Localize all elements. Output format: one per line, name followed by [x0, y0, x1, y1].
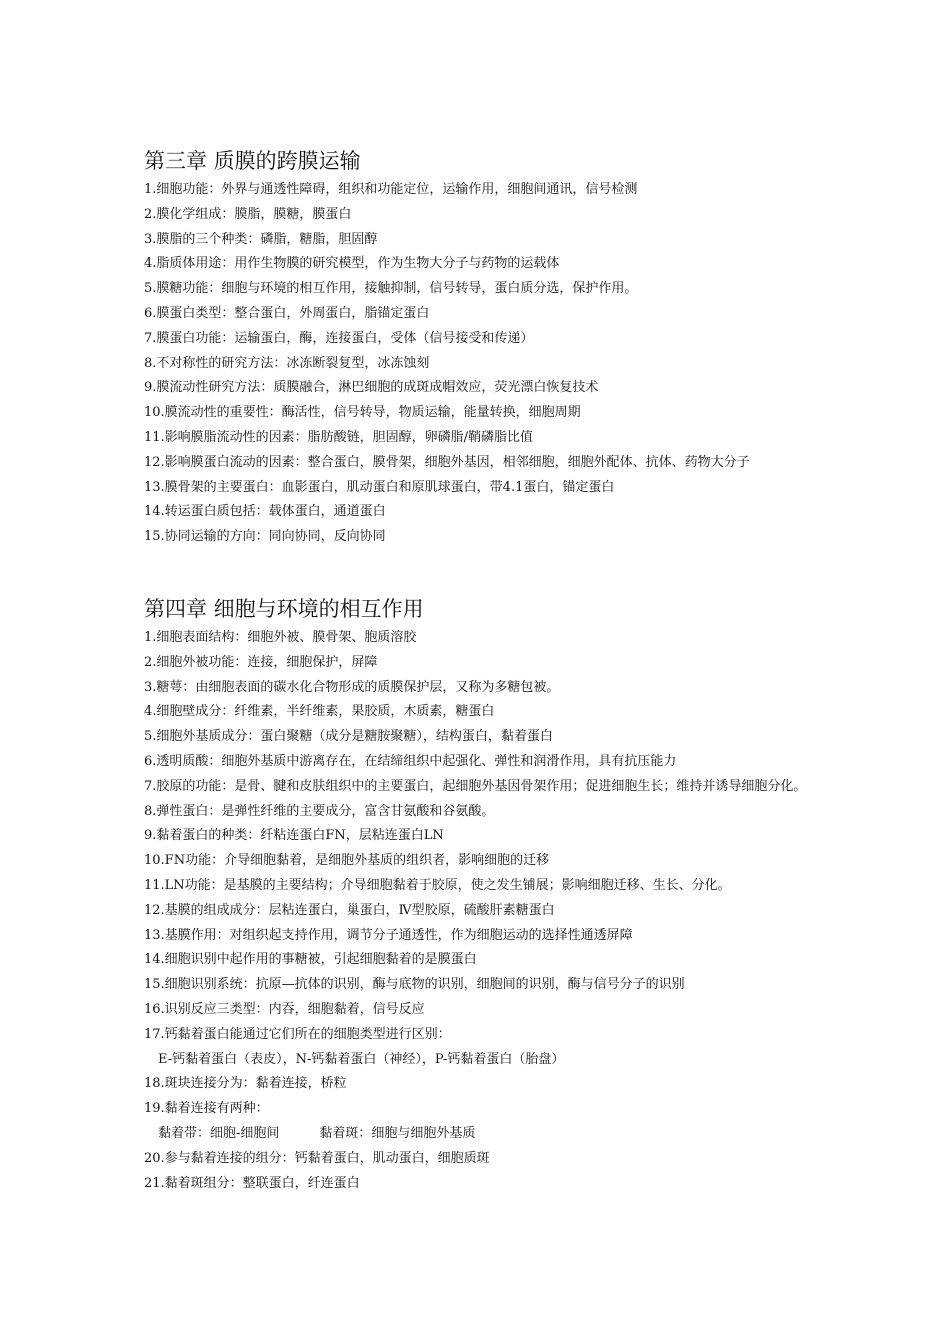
chapter-4-item-1: 1.细胞表面结构：细胞外被、膜骨架、胞质溶胶 [144, 630, 417, 645]
chapter-4-item-12: 12.基膜的组成成分：层粘连蛋白，巢蛋白，Ⅳ型胶原，硫酸肝素糖蛋白 [144, 902, 555, 918]
chapter-3-item-8: 8.不对称性的研究方法：冰冻断裂复型，冰冻蚀刻 [144, 355, 430, 371]
chapter-4-item-17-detail: E-钙黏着蛋白（表皮），N-钙黏着蛋白（神经），P-钙黏着蛋白（胎盘） [158, 1051, 565, 1067]
chapter-4-item-16: 16.识别反应三类型：内吞，细胞黏着，信号反应 [144, 1001, 425, 1017]
chapter-3-item-9: 9.膜流动性研究方法：质膜融合，淋巴细胞的成斑成帽效应，荧光漂白恢复技术 [144, 380, 599, 396]
chapter-3-item-13: 13.膜骨架的主要蛋白：血影蛋白，肌动蛋白和原肌球蛋白，带4.1蛋白，锚定蛋白 [144, 479, 615, 495]
chapter-3-item-11: 11.影响膜脂流动性的因素：脂肪酸链，胆固醇，卵磷脂/鞘磷脂比值 [144, 429, 534, 445]
chapter-3-item-5: 5.膜糖功能：细胞与环境的相互作用，接触抑制，信号转导，蛋白质分选，保护作用。 [144, 281, 638, 297]
chapter-4-item-8: 8.弹性蛋白：是弹性纤维的主要成分，富含甘氨酸和谷氨酸。 [144, 803, 495, 819]
chapter-4-item-20: 20.参与黏着连接的组分：钙黏着蛋白，肌动蛋白，细胞质斑 [144, 1150, 490, 1166]
chapter-3-title: 第三章 质膜的跨膜运输 [144, 149, 361, 173]
focal-adhesion-text: 黏着斑：细胞与细胞外基质 [319, 1125, 476, 1141]
chapter-4-item-7: 7.胶原的功能：是骨、腱和皮肤组织中的主要蛋白，起细胞外基因骨架作用；促进细胞生长；维持并诱导细胞分化。 [144, 778, 807, 794]
chapter-3-item-4: 4.脂质体用途：用作生物膜的研究模型，作为生物大分子与药物的运载体 [144, 256, 560, 272]
chapter-3-item-10: 10.膜流动性的重要性：酶活性，信号转导，物质运输，能量转换，细胞周期 [144, 405, 581, 421]
chapter-4-title: 第四章 细胞与环境的相互作用 [144, 597, 424, 621]
chapter-4-item-10: 10.FN功能：介导细胞黏着，是细胞外基质的组织者，影响细胞的迁移 [144, 853, 550, 869]
chapter-4-item-5: 5.细胞外基质成分：蛋白聚糖（成分是糖胺聚糖），结构蛋白，黏着蛋白 [144, 729, 553, 745]
chapter-4-item-18: 18.斑块连接分为：黏着连接，桥粒 [144, 1076, 347, 1092]
chapter-4-item-14: 14.细胞识别中起作用的事糖被，引起细胞黏着的是膜蛋白 [144, 952, 477, 968]
chapter-4-item-13: 13.基膜作用：对组织起支持作用，调节分子通透性，作为细胞运动的选择性通透屏障 [144, 927, 633, 943]
chapter-4-item-6: 6.透明质酸：细胞外基质中游离存在，在结缔组织中起强化、弹性和润滑作用，具有抗压能力 [144, 753, 677, 769]
adherens-belt-text: 黏着带：细胞-细胞间 [158, 1125, 280, 1141]
chapter-4-item-15: 15.细胞识别系统：抗原—抗体的识别，酶与底物的识别，细胞间的识别，酶与信号分子的识别 [144, 977, 685, 993]
chapter-3-item-1: 1.细胞功能：外界与通透性障碍，组织和功能定位，运输作用，细胞间通讯，信号检测 [144, 182, 638, 197]
chapter-4-item-3: 3.糖萼：由细胞表面的碳水化合物形成的质膜保护层，又称为多糖包被。 [144, 679, 560, 695]
chapter-3-item-2: 2.膜化学组成：膜脂，膜糖，膜蛋白 [144, 206, 352, 222]
chapter-4-item-4: 4.细胞壁成分：纤维素，半纤维素，果胶质，木质素，糖蛋白 [144, 704, 495, 720]
chapter-4-item-11: 11.LN功能：是基膜的主要结构；介导细胞黏着于胶原，使之发生铺展；影响细胞迁移、生长、分化。 [144, 877, 731, 893]
chapter-3-item-6: 6.膜蛋白类型：整合蛋白，外周蛋白，脂锚定蛋白 [144, 305, 430, 321]
chapter-4-item-21: 21.黏着斑组分：整联蛋白，纤连蛋白 [144, 1175, 360, 1191]
chapter-4-item-19: 19.黏着连接有两种： [144, 1101, 269, 1117]
chapter-3-item-3: 3.膜脂的三个种类：磷脂，糖脂，胆固醇 [144, 231, 378, 247]
chapter-3-item-12: 12.影响膜蛋白流动的因素：整合蛋白，膜骨架，细胞外基因，相邻细胞，细胞外配体、抗体、药物大分子 [144, 454, 750, 470]
chapter-4-section [144, 594, 824, 1196]
chapter-4-item-19-detail [144, 1122, 824, 1147]
chapter-4-item-17: 17.钙黏着蛋白能通过它们所在的细胞类型进行区别： [144, 1026, 451, 1042]
chapter-3-item-15: 15.协同运输的方向：同向协同，反向协同 [144, 529, 386, 545]
chapter-3-section [144, 146, 824, 550]
chapter-4-item-2: 2.细胞外被功能：连接，细胞保护，屏障 [144, 654, 378, 670]
chapter-3-item-7: 7.膜蛋白功能：运输蛋白，酶，连接蛋白，受体（信号接受和传递） [144, 330, 534, 346]
chapter-4-item-9: 9.黏着蛋白的种类：纤粘连蛋白FN，层粘连蛋白LN [144, 828, 444, 844]
chapter-3-item-14: 14.转运蛋白质包括：载体蛋白，通道蛋白 [144, 504, 386, 520]
